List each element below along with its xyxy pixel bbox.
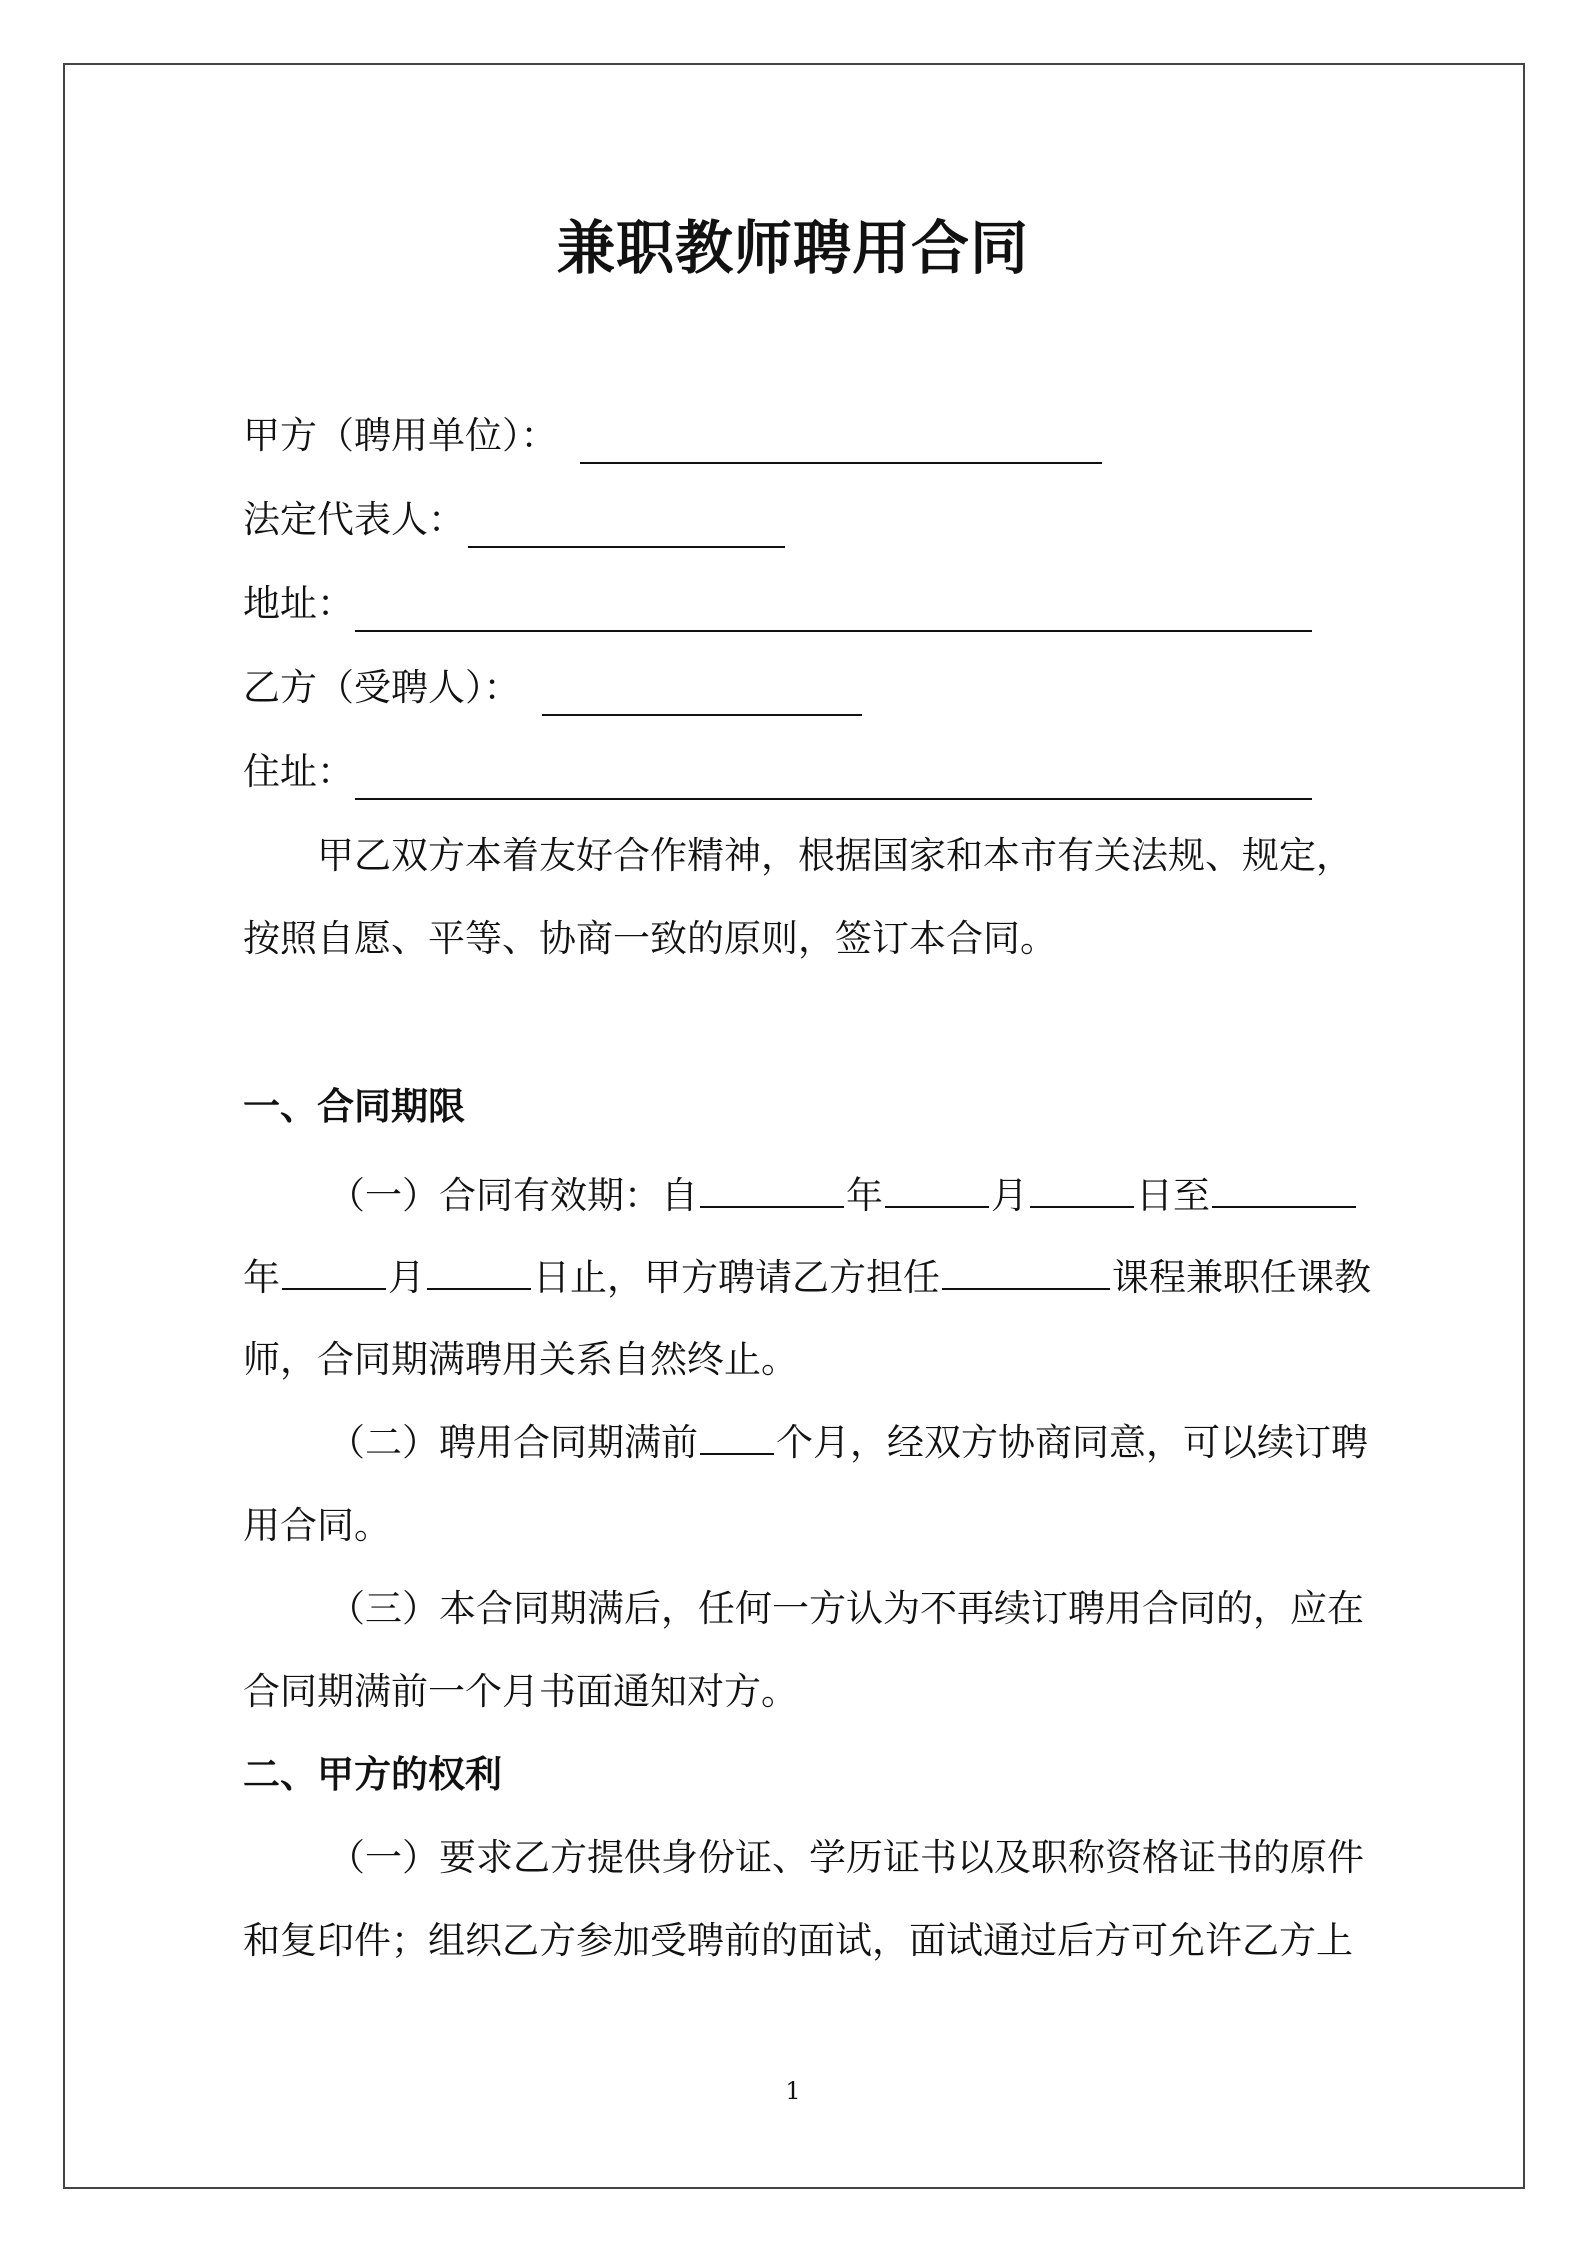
party-b-label: 乙方（受聘人）： [243, 666, 521, 709]
course-blank[interactable] [942, 1252, 1110, 1290]
s1-clause-1-line-2 [243, 1252, 1371, 1304]
s1-clause-3-line-2: 合同期满前一个月书面通知对方。 [243, 1670, 798, 1713]
s1-clause-1-line-1 [328, 1170, 1358, 1222]
section-1-heading: 一、合同期限 [243, 1085, 465, 1128]
s1-c1-part2: 日止，甲方聘请乙方担任 [533, 1256, 940, 1299]
start-month-blank[interactable] [885, 1170, 989, 1208]
s2-clause-1-line-2: 和复印件；组织乙方参加受聘前的面试，面试通过后方可允许乙方上 [243, 1919, 1353, 1962]
s1-clause-1-line-3: 师，合同期满聘用关系自然终止。 [243, 1338, 798, 1381]
s1-c1-part1: （一）合同有效期：自 [328, 1174, 698, 1217]
s1-c1-month2: 月 [388, 1256, 425, 1299]
section-2-heading: 二、甲方的权利 [243, 1753, 502, 1796]
intro-line-2: 按照自愿、平等、协商一致的原则，签订本合同。 [243, 917, 1057, 960]
residence-label: 住址： [243, 750, 354, 793]
s1-c1-year: 年 [846, 1174, 883, 1217]
s1-c1-month: 月 [991, 1174, 1028, 1217]
s1-c2-part1: （二）聘用合同期满前 [328, 1421, 698, 1464]
legal-rep-label: 法定代表人： [243, 498, 465, 541]
legal-rep-blank[interactable] [468, 546, 785, 548]
start-year-blank[interactable] [700, 1170, 844, 1208]
s1-c1-part3: 课程兼职任课教 [1112, 1256, 1371, 1299]
party-b-blank[interactable] [542, 714, 862, 716]
end-day-blank[interactable] [427, 1252, 531, 1290]
months-before-blank[interactable] [700, 1417, 774, 1455]
address-blank[interactable] [355, 630, 1312, 632]
s1-c1-day-to: 日至 [1136, 1174, 1210, 1217]
party-a-blank[interactable] [580, 462, 1102, 464]
s1-c1-year2: 年 [243, 1256, 280, 1299]
page-number: 1 [785, 2077, 801, 2105]
start-day-blank[interactable] [1030, 1170, 1134, 1208]
s2-clause-1-line-1: （一）要求乙方提供身份证、学历证书以及职称资格证书的原件 [328, 1836, 1364, 1879]
s1-clause-3-line-1: （三）本合同期满后，任何一方认为不再续订聘用合同的，应在 [328, 1587, 1364, 1630]
s1-clause-2-line-2: 用合同。 [243, 1504, 391, 1547]
contract-title: 兼职教师聘用合同 [556, 214, 1029, 282]
party-a-label: 甲方（聘用单位）： [243, 414, 558, 457]
end-year-blank[interactable] [1212, 1170, 1356, 1208]
end-month-blank[interactable] [282, 1252, 386, 1290]
intro-line-1: 甲乙双方本着友好合作精神，根据国家和本市有关法规、规定， [317, 834, 1353, 877]
s1-c2-part2: 个月，经双方协商同意，可以续订聘 [776, 1421, 1368, 1464]
s1-clause-2-line-1 [328, 1417, 1368, 1469]
residence-blank[interactable] [355, 798, 1312, 800]
address-label: 地址： [243, 582, 354, 625]
